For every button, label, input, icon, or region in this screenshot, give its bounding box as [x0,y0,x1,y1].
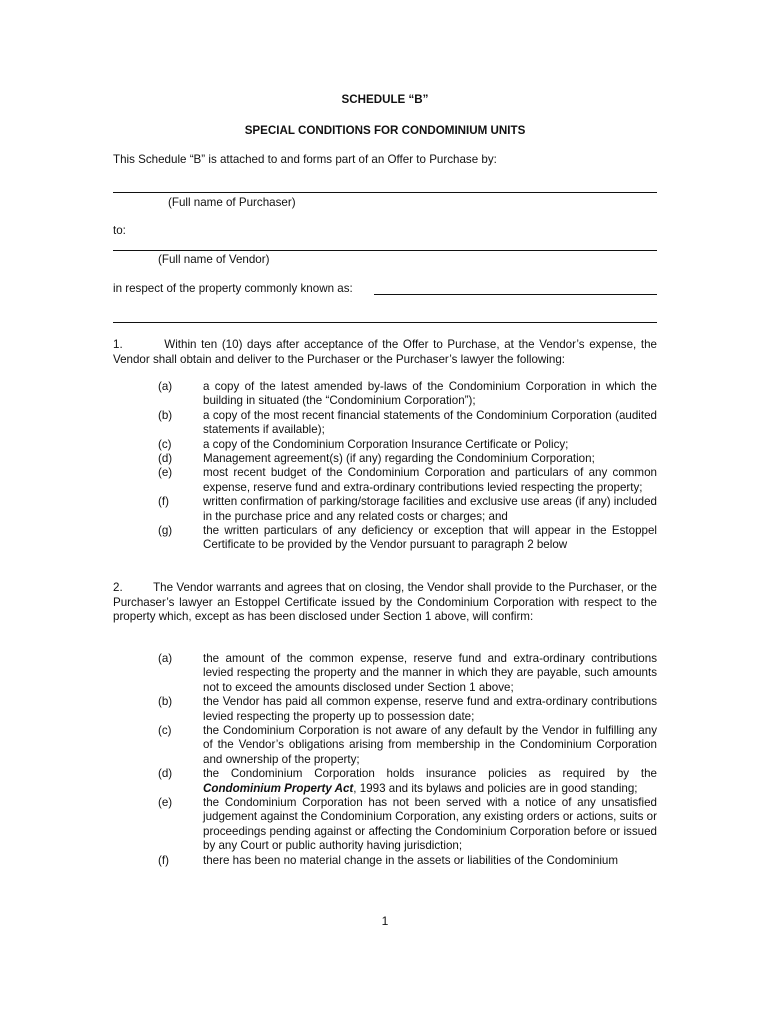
list-item: (g) the written particulars of any deficiency or exception that will appear in the Estoppel Certificate to be provided by the Vendor pursuant to paragraph 2 below [158,524,657,552]
vendor-caption: (Full name of Vendor) [158,253,270,266]
list-item: (a) a copy of the latest amended by-laws of the Condominium Corporation in which the building in situated (the “Condominium Corporation”); [158,380,657,408]
section-1-text: 1. Within ten (10) days after acceptance of the Offer to Purchase, at the Vendor’s expense, the Vendor shall obtain and deliver to the Purchaser or the Purchaser’s lawyer the following: [113,338,657,366]
list-item: (f) there has been no material change in the assets or liabilities of the Condominium [158,853,619,867]
list-item: (d) the Condominium Corporation holds insurance policies as required by the Condominium Property Act, 1993 and its bylaws and policies are in good standing; [158,767,657,795]
property-address-field-line2[interactable] [113,322,657,323]
property-label: in respect of the property commonly known as: [113,282,353,295]
list-item: (e) the Condominium Corporation has not been served with a notice of any unsatisfied judgement against the Condominium Corporation, any existing orders or actions, suits or proceedings pending against or affecting the Condominium Corporation before or issued by any Court or public authority having jurisdiction; [158,796,657,853]
to-label: to: [113,224,126,237]
section-2-text: 2. The Vendor warrants and agrees that on closing, the Vendor shall provide to the Purchaser, or the Purchaser’s lawyer an Estoppel Certificate issued by the Condominium Corporation with respect to the property which, except as has been disclosed under Section 1 above, will confirm: [113,581,657,623]
list-item: (a) the amount of the common expense, reserve fund and extra-ordinary contributions levied respecting the property and the manner in which they are payable, such amounts not to exceed the amounts disclosed under Section 1 above; [158,652,657,694]
purchaser-name-field[interactable] [113,192,657,193]
intro-text: This Schedule “B” is attached to and forms part of an Offer to Purchase by: [113,153,497,166]
list-item: (b) a copy of the most recent financial statements of the Condominium Corporation (audited statements if available); [158,408,657,437]
act-name: Condominium Property Act [203,781,354,795]
section-1-list [113,380,657,553]
schedule-title: SCHEDULE “B” [341,93,429,106]
list-item: (c) a copy of the Condominium Corporation Insurance Certificate or Policy; [158,437,569,451]
list-item: (c) the Condominium Corporation is not aware of any default by the Vendor in fulfilling any of the Vendor’s obligations arising from membership in the Condominium Corporation and ownership of the property; [158,724,657,766]
schedule-subtitle: SPECIAL CONDITIONS FOR CONDOMINIUM UNITS [244,124,526,137]
page-number: 1 [381,914,389,928]
property-address-field[interactable] [374,294,657,295]
list-item: (f) written confirmation of parking/storage facilities and exclusive use areas (if any) included in the purchase price and any related costs or charges; and [158,495,657,523]
vendor-name-field[interactable] [113,250,657,251]
list-item: (d) Management agreement(s) (if any) regarding the Condominium Corporation; [158,452,595,466]
list-item: (e) most recent budget of the Condominium Corporation and particulars of any common expense, reserve fund and extra-ordinary contributions levied respecting the property; [158,466,657,494]
section-2-list [113,652,657,868]
list-item: (b) the Vendor has paid all common expense, reserve fund and extra-ordinary contributions levied respecting the property up to possession date; [158,695,657,723]
purchaser-caption: (Full name of Purchaser) [168,196,296,209]
